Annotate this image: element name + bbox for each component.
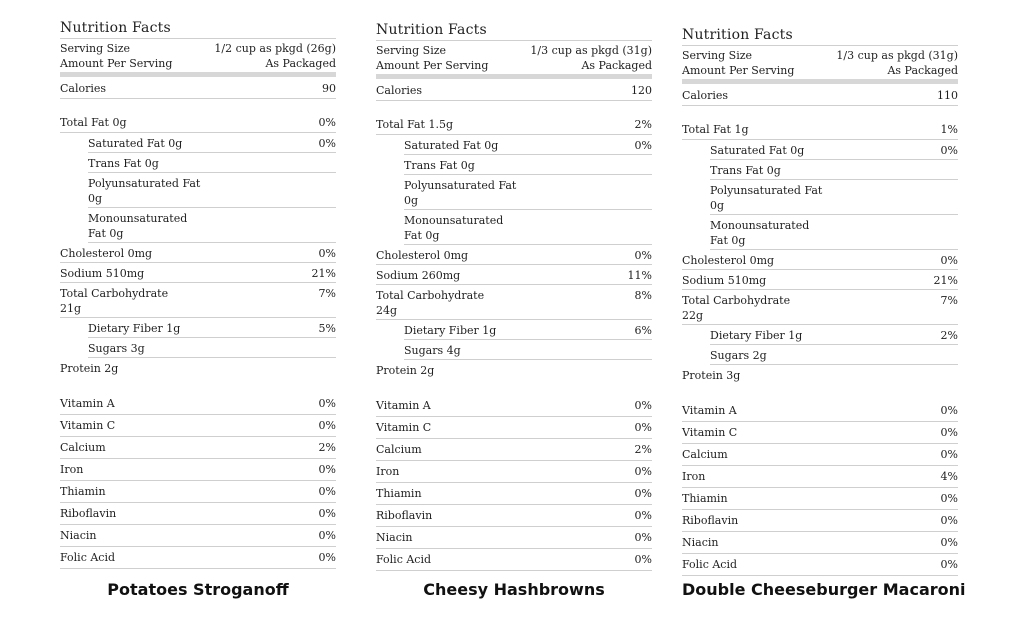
nutrition-facts-title: Nutrition Facts — [60, 18, 336, 39]
sugars-label: Sugars 2g — [710, 349, 767, 362]
nutrition-panel-double-cheeseburger-macaroni — [682, 25, 958, 576]
amount-per-serving-label: Amount Per Serving — [376, 59, 489, 72]
polyunsaturated-fat-row — [710, 180, 958, 215]
polyunsaturated-fat-row — [88, 173, 336, 208]
serving-size-row — [682, 48, 958, 63]
monounsaturated-fat-row — [404, 210, 652, 245]
niacin-dv: 0% — [318, 529, 336, 542]
dietary-fiber-label: Dietary Fiber 1g — [88, 322, 181, 335]
folic-acid-dv: 0% — [318, 551, 336, 564]
protein-label: Protein 2g — [60, 362, 119, 375]
sugars-row — [404, 340, 652, 360]
folic-acid-label: Folic Acid — [60, 551, 116, 564]
cholesterol-row — [682, 250, 958, 270]
cholesterol-dv: 0% — [634, 249, 652, 262]
sodium-dv: 21% — [311, 267, 336, 280]
thiamin-row — [60, 481, 336, 503]
riboflavin-row — [60, 503, 336, 525]
saturated-fat-label: Saturated Fat 0g — [710, 144, 805, 157]
riboflavin-dv: 0% — [940, 514, 958, 527]
product-name-potatoes-stroganoff: Potatoes Stroganoff — [107, 580, 289, 599]
monounsaturated-fat-label: Monounsaturated Fat 0g — [404, 214, 504, 242]
vitamin-c-label: Vitamin C — [682, 426, 738, 439]
folic-acid-label: Folic Acid — [376, 553, 432, 566]
niacin-label: Niacin — [376, 531, 413, 544]
riboflavin-dv: 0% — [634, 509, 652, 522]
sodium-dv: 11% — [627, 269, 652, 282]
calories-value: 110 — [937, 89, 958, 102]
vitamin-c-dv: 0% — [318, 419, 336, 432]
total-carbohydrate-row — [682, 290, 958, 325]
niacin-row — [60, 525, 336, 547]
niacin-label: Niacin — [682, 536, 719, 549]
serving-size-label: Serving Size — [60, 42, 131, 55]
total-carbohydrate-dv: 7% — [940, 294, 958, 307]
total-fat-dv: 0% — [318, 116, 336, 129]
saturated-fat-dv: 0% — [318, 137, 336, 150]
riboflavin-label: Riboflavin — [60, 507, 117, 520]
total-carbohydrate-row — [376, 285, 652, 320]
vitamin-a-dv: 0% — [940, 404, 958, 417]
dietary-fiber-label: Dietary Fiber 1g — [710, 329, 803, 342]
saturated-fat-row — [404, 135, 652, 155]
cholesterol-label: Cholesterol 0mg — [60, 247, 153, 260]
cholesterol-dv: 0% — [940, 254, 958, 267]
serving-size-label: Serving Size — [376, 44, 447, 57]
vitamin-a-label: Vitamin A — [60, 397, 115, 410]
saturated-fat-row — [710, 140, 958, 160]
protein-label: Protein 3g — [682, 369, 741, 382]
thiamin-dv: 0% — [634, 487, 652, 500]
trans-fat-row — [88, 153, 336, 173]
vitamin-a-label: Vitamin A — [682, 404, 737, 417]
polyunsaturated-fat-label: Polyunsaturated Fat 0g — [710, 184, 823, 212]
sodium-row — [60, 263, 336, 283]
niacin-dv: 0% — [634, 531, 652, 544]
vitamin-c-row — [60, 415, 336, 437]
riboflavin-row — [376, 505, 652, 527]
saturated-fat-dv: 0% — [634, 139, 652, 152]
folic-acid-row — [376, 549, 652, 571]
total-fat-dv: 1% — [940, 123, 958, 136]
vitamin-c-row — [682, 422, 958, 444]
iron-dv: 0% — [634, 465, 652, 478]
total-carbohydrate-label: Total Carbohydrate 22g — [682, 294, 791, 322]
nutrition-facts-title: Nutrition Facts — [682, 25, 958, 46]
as-packaged-label: As Packaged — [265, 57, 336, 70]
cholesterol-label: Cholesterol 0mg — [376, 249, 469, 262]
sodium-row — [376, 265, 652, 285]
trans-fat-row — [404, 155, 652, 175]
riboflavin-label: Riboflavin — [682, 514, 739, 527]
trans-fat-label: Trans Fat 0g — [710, 164, 781, 177]
amount-per-serving-row — [682, 63, 958, 78]
monounsaturated-fat-label: Monounsaturated Fat 0g — [710, 219, 810, 247]
sodium-label: Sodium 510mg — [682, 274, 767, 287]
dietary-fiber-dv: 2% — [940, 329, 958, 342]
amount-per-serving-row — [60, 56, 336, 71]
total-fat-label: Total Fat 0g — [60, 116, 127, 129]
total-fat-label: Total Fat 1g — [682, 123, 749, 136]
calcium-label: Calcium — [682, 448, 728, 461]
product-name-cheesy-hashbrowns: Cheesy Hashbrowns — [423, 580, 605, 599]
folic-acid-row — [682, 554, 958, 576]
calcium-label: Calcium — [376, 443, 422, 456]
serving-size-row — [376, 43, 652, 58]
dietary-fiber-row — [710, 325, 958, 345]
amount-per-serving-label: Amount Per Serving — [682, 64, 795, 77]
calcium-label: Calcium — [60, 441, 106, 454]
iron-row — [376, 461, 652, 483]
riboflavin-row — [682, 510, 958, 532]
vitamin-a-row — [376, 395, 652, 417]
vitamin-a-dv: 0% — [318, 397, 336, 410]
calories-value: 120 — [631, 84, 652, 97]
dietary-fiber-row — [88, 318, 336, 338]
saturated-fat-row — [88, 133, 336, 153]
iron-label: Iron — [682, 470, 706, 483]
trans-fat-row — [710, 160, 958, 180]
saturated-fat-label: Saturated Fat 0g — [88, 137, 183, 150]
nutrition-facts-title: Nutrition Facts — [376, 20, 652, 41]
monounsaturated-fat-label: Monounsaturated Fat 0g — [88, 212, 188, 240]
niacin-label: Niacin — [60, 529, 97, 542]
total-carbohydrate-dv: 7% — [318, 287, 336, 300]
dietary-fiber-dv: 6% — [634, 324, 652, 337]
riboflavin-dv: 0% — [318, 507, 336, 520]
sodium-label: Sodium 260mg — [376, 269, 461, 282]
amount-per-serving-label: Amount Per Serving — [60, 57, 173, 70]
calcium-dv: 0% — [940, 448, 958, 461]
thiamin-label: Thiamin — [60, 485, 106, 498]
total-carbohydrate-dv: 8% — [634, 289, 652, 302]
cholesterol-row — [376, 245, 652, 265]
calcium-dv: 2% — [318, 441, 336, 454]
serving-size-value: 1/3 cup as pkgd (31g) — [836, 49, 958, 62]
serving-size-value: 1/3 cup as pkgd (31g) — [530, 44, 652, 57]
saturated-fat-dv: 0% — [940, 144, 958, 157]
iron-label: Iron — [376, 465, 400, 478]
polyunsaturated-fat-label: Polyunsaturated Fat 0g — [404, 179, 517, 207]
iron-row — [682, 466, 958, 488]
total-fat-row — [60, 99, 336, 133]
vitamin-a-label: Vitamin A — [376, 399, 431, 412]
sodium-label: Sodium 510mg — [60, 267, 145, 280]
sugars-label: Sugars 3g — [88, 342, 145, 355]
iron-dv: 0% — [318, 463, 336, 476]
dietary-fiber-dv: 5% — [318, 322, 336, 335]
niacin-row — [376, 527, 652, 549]
iron-row — [60, 459, 336, 481]
niacin-dv: 0% — [940, 536, 958, 549]
vitamin-c-dv: 0% — [634, 421, 652, 434]
folic-acid-label: Folic Acid — [682, 558, 738, 571]
dietary-fiber-row — [404, 320, 652, 340]
dietary-fiber-label: Dietary Fiber 1g — [404, 324, 497, 337]
as-packaged-label: As Packaged — [887, 64, 958, 77]
vitamin-a-row — [60, 393, 336, 415]
protein-label: Protein 2g — [376, 364, 435, 377]
vitamin-c-dv: 0% — [940, 426, 958, 439]
sugars-row — [710, 345, 958, 365]
sugars-row — [88, 338, 336, 358]
calories-label: Calories — [60, 82, 107, 95]
total-fat-row — [682, 106, 958, 140]
riboflavin-label: Riboflavin — [376, 509, 433, 522]
sodium-dv: 21% — [933, 274, 958, 287]
protein-row — [60, 358, 336, 393]
polyunsaturated-fat-row — [404, 175, 652, 210]
thiamin-row — [376, 483, 652, 505]
vitamin-c-label: Vitamin C — [60, 419, 116, 432]
vitamin-c-row — [376, 417, 652, 439]
as-packaged-label: As Packaged — [581, 59, 652, 72]
thiamin-label: Thiamin — [376, 487, 422, 500]
protein-row — [682, 365, 958, 400]
total-carbohydrate-row — [60, 283, 336, 318]
saturated-fat-label: Saturated Fat 0g — [404, 139, 499, 152]
iron-label: Iron — [60, 463, 84, 476]
sodium-row — [682, 270, 958, 290]
calories-row — [682, 84, 958, 106]
folic-acid-row — [60, 547, 336, 569]
cholesterol-row — [60, 243, 336, 263]
vitamin-c-label: Vitamin C — [376, 421, 432, 434]
calories-row — [60, 77, 336, 99]
total-carbohydrate-label: Total Carbohydrate 21g — [60, 287, 169, 315]
monounsaturated-fat-row — [710, 215, 958, 250]
thiamin-dv: 0% — [318, 485, 336, 498]
total-fat-row — [376, 101, 652, 135]
amount-per-serving-row — [376, 58, 652, 73]
niacin-row — [682, 532, 958, 554]
protein-row — [376, 360, 652, 395]
thiamin-label: Thiamin — [682, 492, 728, 505]
monounsaturated-fat-row — [88, 208, 336, 243]
calories-value: 90 — [322, 82, 336, 95]
total-carbohydrate-label: Total Carbohydrate 24g — [376, 289, 485, 317]
thiamin-row — [682, 488, 958, 510]
total-fat-label: Total Fat 1.5g — [376, 118, 453, 131]
thiamin-dv: 0% — [940, 492, 958, 505]
iron-dv: 4% — [940, 470, 958, 483]
cholesterol-dv: 0% — [318, 247, 336, 260]
polyunsaturated-fat-label: Polyunsaturated Fat 0g — [88, 177, 201, 205]
vitamin-a-row — [682, 400, 958, 422]
sugars-label: Sugars 4g — [404, 344, 461, 357]
calories-label: Calories — [376, 84, 423, 97]
nutrition-panel-cheesy-hashbrowns — [376, 20, 652, 571]
calcium-row — [682, 444, 958, 466]
product-name-double-cheeseburger-macaroni: Double Cheeseburger Macaroni — [682, 580, 966, 599]
vitamin-a-dv: 0% — [634, 399, 652, 412]
calories-label: Calories — [682, 89, 729, 102]
calcium-row — [376, 439, 652, 461]
serving-size-value: 1/2 cup as pkgd (26g) — [214, 42, 336, 55]
trans-fat-label: Trans Fat 0g — [88, 157, 159, 170]
folic-acid-dv: 0% — [940, 558, 958, 571]
cholesterol-label: Cholesterol 0mg — [682, 254, 775, 267]
total-fat-dv: 2% — [634, 118, 652, 131]
calcium-row — [60, 437, 336, 459]
serving-size-label: Serving Size — [682, 49, 753, 62]
serving-size-row — [60, 41, 336, 56]
calcium-dv: 2% — [634, 443, 652, 456]
calories-row — [376, 79, 652, 101]
nutrition-panel-potatoes-stroganoff — [60, 18, 336, 569]
trans-fat-label: Trans Fat 0g — [404, 159, 475, 172]
folic-acid-dv: 0% — [634, 553, 652, 566]
